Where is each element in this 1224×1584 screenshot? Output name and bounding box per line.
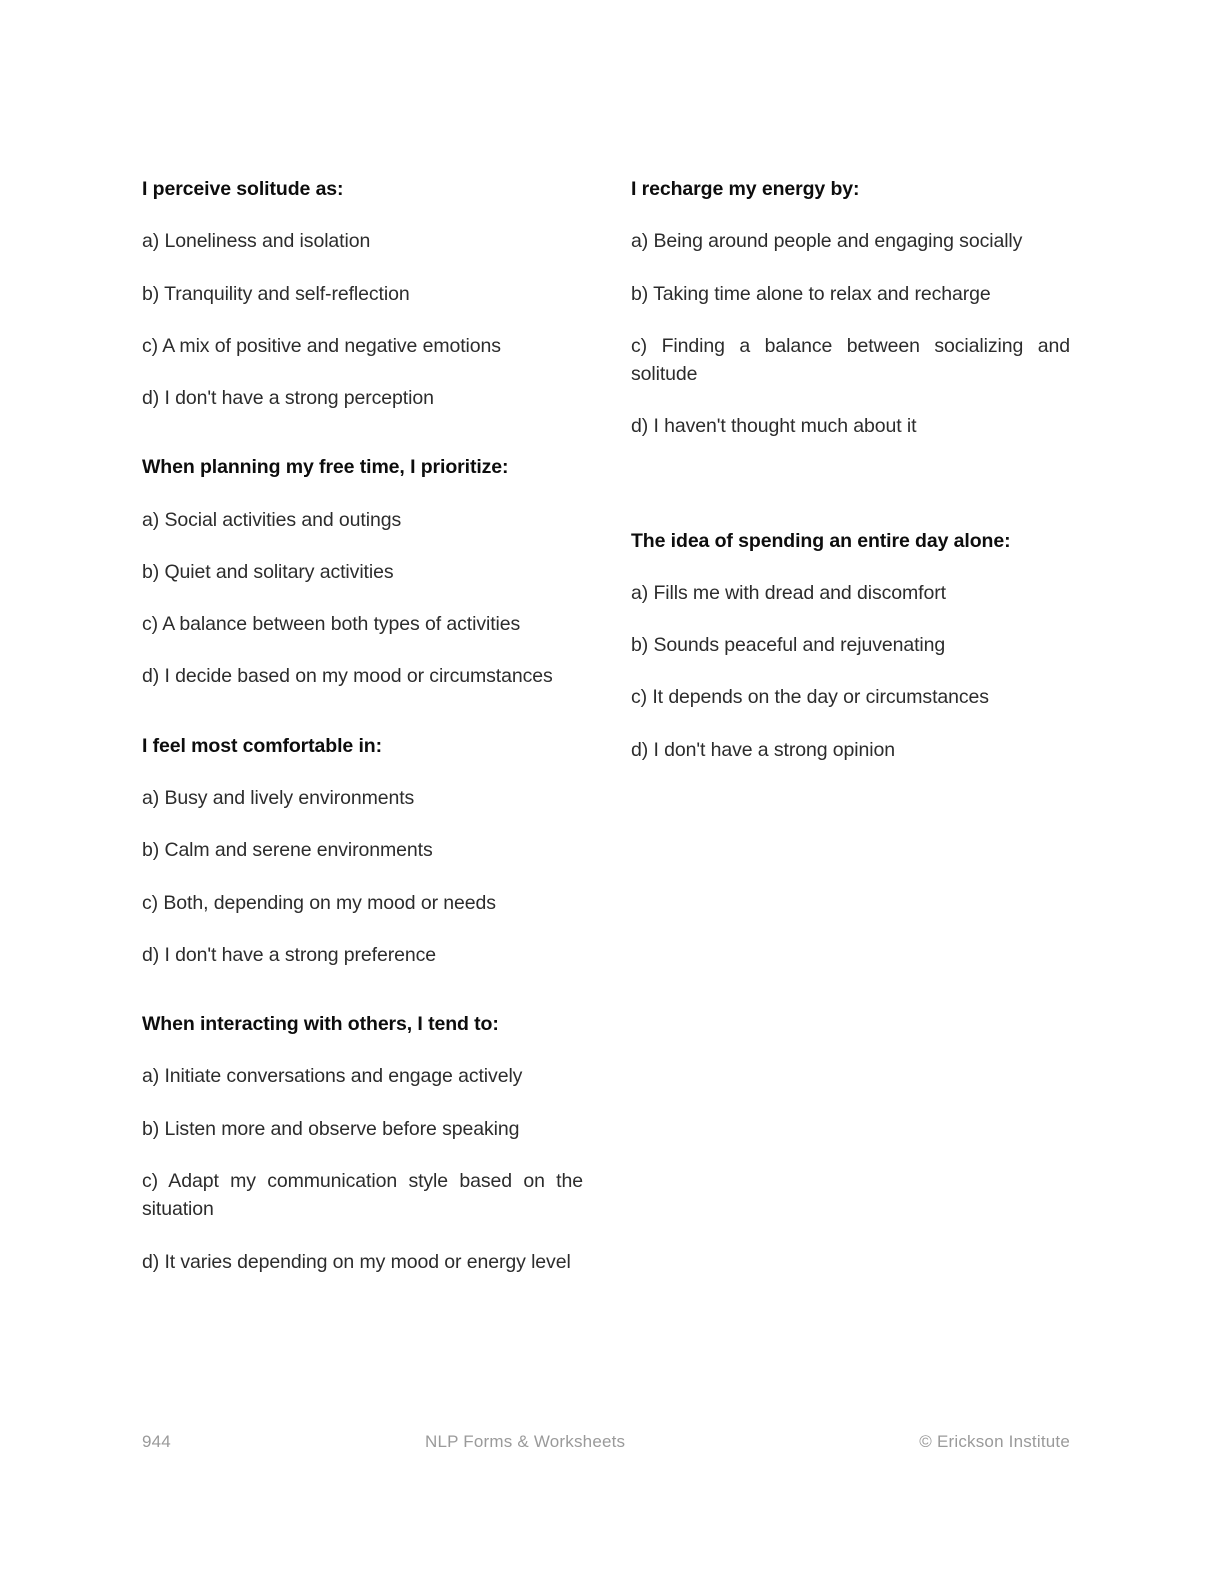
question-option-d[interactable]: d) I decide based on my mood or circumstances	[142, 665, 553, 688]
question-option-d[interactable]: d) I don't have a strong preference	[142, 943, 436, 966]
question-block-interacting-with-others	[142, 1011, 583, 1276]
question-option-a[interactable]: a) Being around people and engaging socially	[631, 230, 1023, 253]
question-block-most-comfortable	[142, 733, 583, 969]
question-block-entire-day-alone	[631, 528, 1070, 764]
question-option-b[interactable]: b) Taking time alone to relax and recharge	[631, 282, 991, 305]
question-option-b[interactable]: b) Sounds peaceful and rejuvenating	[631, 634, 946, 657]
question-heading: I feel most comfortable in:	[142, 734, 383, 757]
question-heading: I perceive solitude as:	[142, 178, 344, 200]
question-option-a[interactable]: a) Initiate conversations and engage actively	[142, 1065, 523, 1088]
question-option-c[interactable]: c) A balance between both types of activities	[142, 613, 521, 636]
question-option-c[interactable]: c) Both, depending on my mood or needs	[142, 891, 496, 914]
footer-title: NLP Forms & Worksheets	[424, 1432, 626, 1451]
question-option-b[interactable]: b) Quiet and solitary activities	[142, 560, 394, 583]
question-option-b[interactable]: b) Calm and serene environments	[142, 839, 433, 862]
two-column-content	[142, 176, 1070, 1318]
question-heading: I recharge my energy by:	[631, 178, 860, 200]
question-option-a[interactable]: a) Fills me with dread and discomfort	[631, 581, 946, 604]
question-option-c[interactable]: c) It depends on the day or circumstances	[631, 686, 989, 709]
question-block-recharge-energy	[631, 176, 1070, 441]
question-option-d[interactable]: d) It varies depending on my mood or energy level	[142, 1250, 571, 1273]
question-option-a[interactable]: a) Loneliness and isolation	[142, 230, 371, 253]
footer-copyright: © Erickson Institute	[919, 1432, 1070, 1451]
question-option-b[interactable]: b) Tranquility and self-reflection	[142, 282, 410, 305]
page-number: 944	[142, 1432, 171, 1451]
question-option-d[interactable]: d) I don't have a strong opinion	[631, 738, 895, 761]
column-spacer	[631, 484, 1070, 528]
question-option-c[interactable]: c) Finding a balance between socializing and solitude	[631, 334, 1070, 386]
question-option-a[interactable]: a) Social activities and outings	[142, 508, 402, 531]
question-option-c[interactable]: c) A mix of positive and negative emotions	[142, 334, 501, 357]
page-footer	[142, 1432, 1070, 1452]
question-option-d[interactable]: d) I haven't thought much about it	[631, 415, 917, 438]
question-option-b[interactable]: b) Listen more and observe before speaking	[142, 1117, 520, 1140]
question-option-d[interactable]: d) I don't have a strong perception	[142, 387, 434, 410]
question-option-c[interactable]: c) Adapt my communication style based on the situation	[142, 1169, 583, 1221]
question-heading: When interacting with others, I tend to:	[142, 1013, 499, 1036]
question-heading: When planning my free time, I prioritize:	[142, 456, 509, 479]
question-block-planning-free-time	[142, 454, 583, 690]
left-column	[142, 176, 583, 1318]
right-column	[631, 176, 1070, 764]
question-heading: The idea of spending an entire day alone:	[631, 529, 1011, 552]
question-option-a[interactable]: a) Busy and lively environments	[142, 787, 415, 810]
question-block-perceive-solitude	[142, 176, 583, 412]
